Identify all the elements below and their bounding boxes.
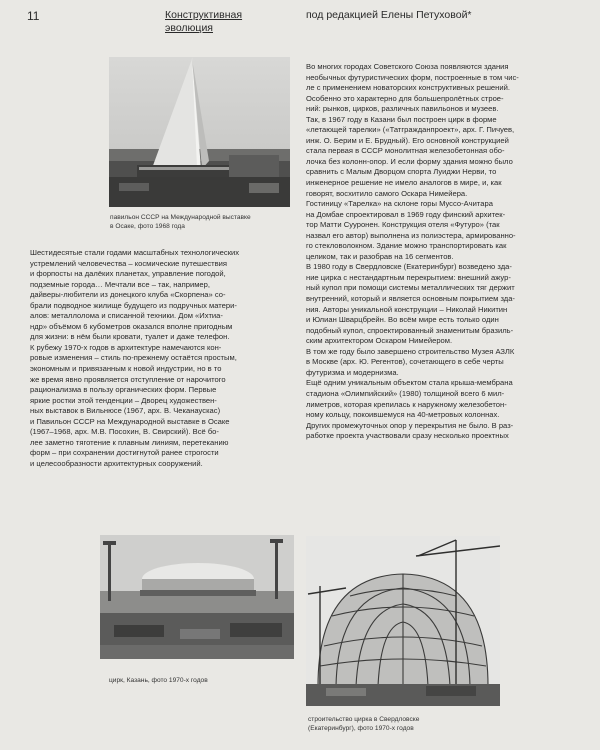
page-number: 11 [27, 9, 40, 23]
right-text-line: Особенно это характерно для большепролётных строе- [306, 93, 504, 103]
right-text-line: ний: рынков, цирков, различных павильонов и музеев. [306, 104, 499, 114]
right-text-line: Так, в 1967 году в Казани был построен цирк в форме [306, 114, 497, 124]
left-text-line: Шестидесятые стали годами масштабных технологических [30, 248, 240, 257]
section-title-line: Конструктивная [165, 9, 243, 21]
right-text-line: лочка без колонн-опор. И если форму здания можно было [306, 156, 513, 166]
right-text-line: Во многих городах Советского Союза появляются здания [306, 62, 509, 71]
right-text-line: го стекловолокном. Здание можно транспортировать как [306, 241, 507, 251]
circus-sverdlovsk-caption-line: (Екатеринбург), фото 1970-х годов [308, 725, 414, 732]
circus-kazan-image [100, 535, 294, 659]
right-text-line: подобный купол, спроектированный знаменитым бразиль- [306, 325, 514, 335]
right-text-line: стадиона «Олимпийский» (1980) толщиной всего 6 мил- [306, 388, 505, 398]
right-text-line: лиметров, которая крепилась к наружному железобетон- [306, 399, 507, 409]
right-text-line: назвал его автор) выполнена из полиэстера, армированно- [306, 230, 516, 240]
right-text-line: инженерное решение не имело аналогов в мире, и, как [306, 178, 502, 188]
right-text-line: работке проекта участвовали сразу несколько проектных [306, 431, 509, 441]
circus-sverdlovsk-photo [306, 536, 500, 706]
right-text-line: тор Матти Сууронен. Конструкция отеля «Футуро» (так [306, 220, 500, 230]
right-text-line: футуризма и модернизма. [306, 367, 399, 377]
right-text-line: сравнить с Малым Дворцом спорта Луиджи Нерви, то [306, 167, 497, 177]
section-title-line: эволюция [165, 22, 213, 34]
right-text-line: ния. Авторы уникальной конструкции – Николай Никитин [306, 304, 508, 314]
pavilion-photo [109, 57, 290, 207]
right-text-line: Других промежуточных опор у перекрытия не было. В раз- [306, 420, 514, 430]
right-text-line: Гостиницу «Тарелка» на склоне горы Муссо-Ачитара [306, 199, 493, 209]
pavilion-caption-line: в Осаке, фото 1968 года [110, 223, 185, 230]
left-text-line: ровые изменения – стиль по-прежнему остаётся простым, [30, 353, 237, 363]
right-text-line: «летающей тарелки» («Татгражданпроект», арх. Г. Пичуев, [306, 125, 515, 135]
left-text-line: устремлений человечества – космические путешествия [30, 258, 228, 268]
left-text-line: для жизни: в нём были кровати, туалет и даже телефон. [30, 332, 230, 342]
circus-kazan-photo [100, 535, 294, 659]
section-title[interactable] [165, 9, 242, 35]
left-text-line: К рубежу 1970-х годов в архитектуре намечаются кон- [30, 342, 222, 352]
right-text-line: В том же году было завершено строительство Музея АЗЛК [306, 346, 515, 356]
left-text-line: подземные города… Мечтали все – так, например, [30, 279, 210, 289]
right-text-line: в Москве (арх. Ю. Регентов), сочетающего в себе черты [306, 357, 504, 367]
left-text-line: рационализма в пользу органических форм. Первые [30, 385, 217, 395]
right-text-line: ние цирка с нестандартным перекрытием: внешний ажур- [306, 272, 511, 282]
right-text-line: ному кольцу, покоившемуся на 40-метровых колоннах. [306, 410, 500, 420]
left-text-line: дайверы-любители из донецкого клуба «Скорпена» со- [30, 290, 226, 300]
right-text-line: внутренний, который и является основным покрытием зда- [306, 294, 515, 304]
right-text-line: и Юлиан Шварцбрейн. Во всём мире есть только один [306, 315, 499, 325]
left-text-line: ндр» объёмом 6 кубометров оказался вполне пригодным [30, 321, 233, 331]
left-text-line: и форпосты на далёких планетах, управление погодой, [30, 269, 226, 279]
editor-credit: под редакцией Елены Петуховой* [306, 9, 472, 21]
pavilion-image [109, 57, 290, 207]
pavilion-caption [110, 213, 290, 231]
right-text-line: целиком, так и разобрав на 16 сегментов. [306, 251, 454, 261]
right-body-text [306, 62, 576, 442]
left-text-line: брали подводное жилище будущего из подручных матери- [30, 300, 237, 310]
right-text-line: говорят, восхитило самого Оскара Нимейера. [306, 188, 468, 198]
right-text-line: на Домбае спроектировал в 1969 году финский архитек- [306, 209, 506, 219]
left-text-line: лее заметно тяготение к плавным линиям, перетеканию [30, 437, 229, 447]
right-text-line: Ещё одним уникальным объектом стала крыша-мембрана [306, 378, 513, 388]
circus-sverdlovsk-caption-line: строительство цирка в Свердловске [308, 716, 420, 723]
right-text-line: инж. О. Берим и Е. Брудный). Его основной конструкцией [306, 135, 509, 145]
right-text-line: необычных футуристических форм, построенные в том чис- [306, 72, 519, 82]
left-text-line: форм – при сохранении достигнутой ранее строгости [30, 448, 219, 458]
left-text-line: (1967–1968, арх. М.В. Посохин, В. Свирский). Всё бо- [30, 427, 219, 437]
left-text-line: же время явно проявляется отступление от нарочитого [30, 374, 226, 384]
left-text-line: и целесообразности архитектурных сооружений. [30, 458, 203, 468]
right-text-line: ле с применением новаторских конструктивных решений. [306, 83, 510, 93]
left-body-text [30, 248, 292, 469]
left-text-line: экономным и привязанным к новой индустрии, но в то [30, 364, 222, 374]
circus-sverdlovsk-image [306, 536, 500, 706]
right-text-line: ским архитектором Оскаром Нимейером. [306, 336, 453, 346]
right-text-line: В 1980 году в Свердловске (Екатеринбург) возведено зда- [306, 262, 512, 272]
right-text-line: стала первая в СССР монолитная железобетонная обо- [306, 146, 505, 156]
circus-kazan-caption: цирк, Казань, фото 1970-х годов [109, 677, 208, 684]
pavilion-caption-line: павильон СССР на Международной выставке [110, 214, 251, 221]
circus-sverdlovsk-caption [308, 715, 498, 733]
left-text-line: ных выставок в Вильнюсе (1967, арх. В. Чеканаускас) [30, 406, 221, 416]
left-text-line: алов: металлолома и списанной техники. Дом «Ихтиа- [30, 311, 223, 321]
left-text-line: и Павильон СССР на Международной выставке в Осаке [30, 416, 230, 426]
left-text-line: яркие ростки этой тенденции – Дворец художествен- [30, 395, 217, 405]
right-text-line: ный купол при помощи системы металлических тяг держит [306, 283, 515, 293]
